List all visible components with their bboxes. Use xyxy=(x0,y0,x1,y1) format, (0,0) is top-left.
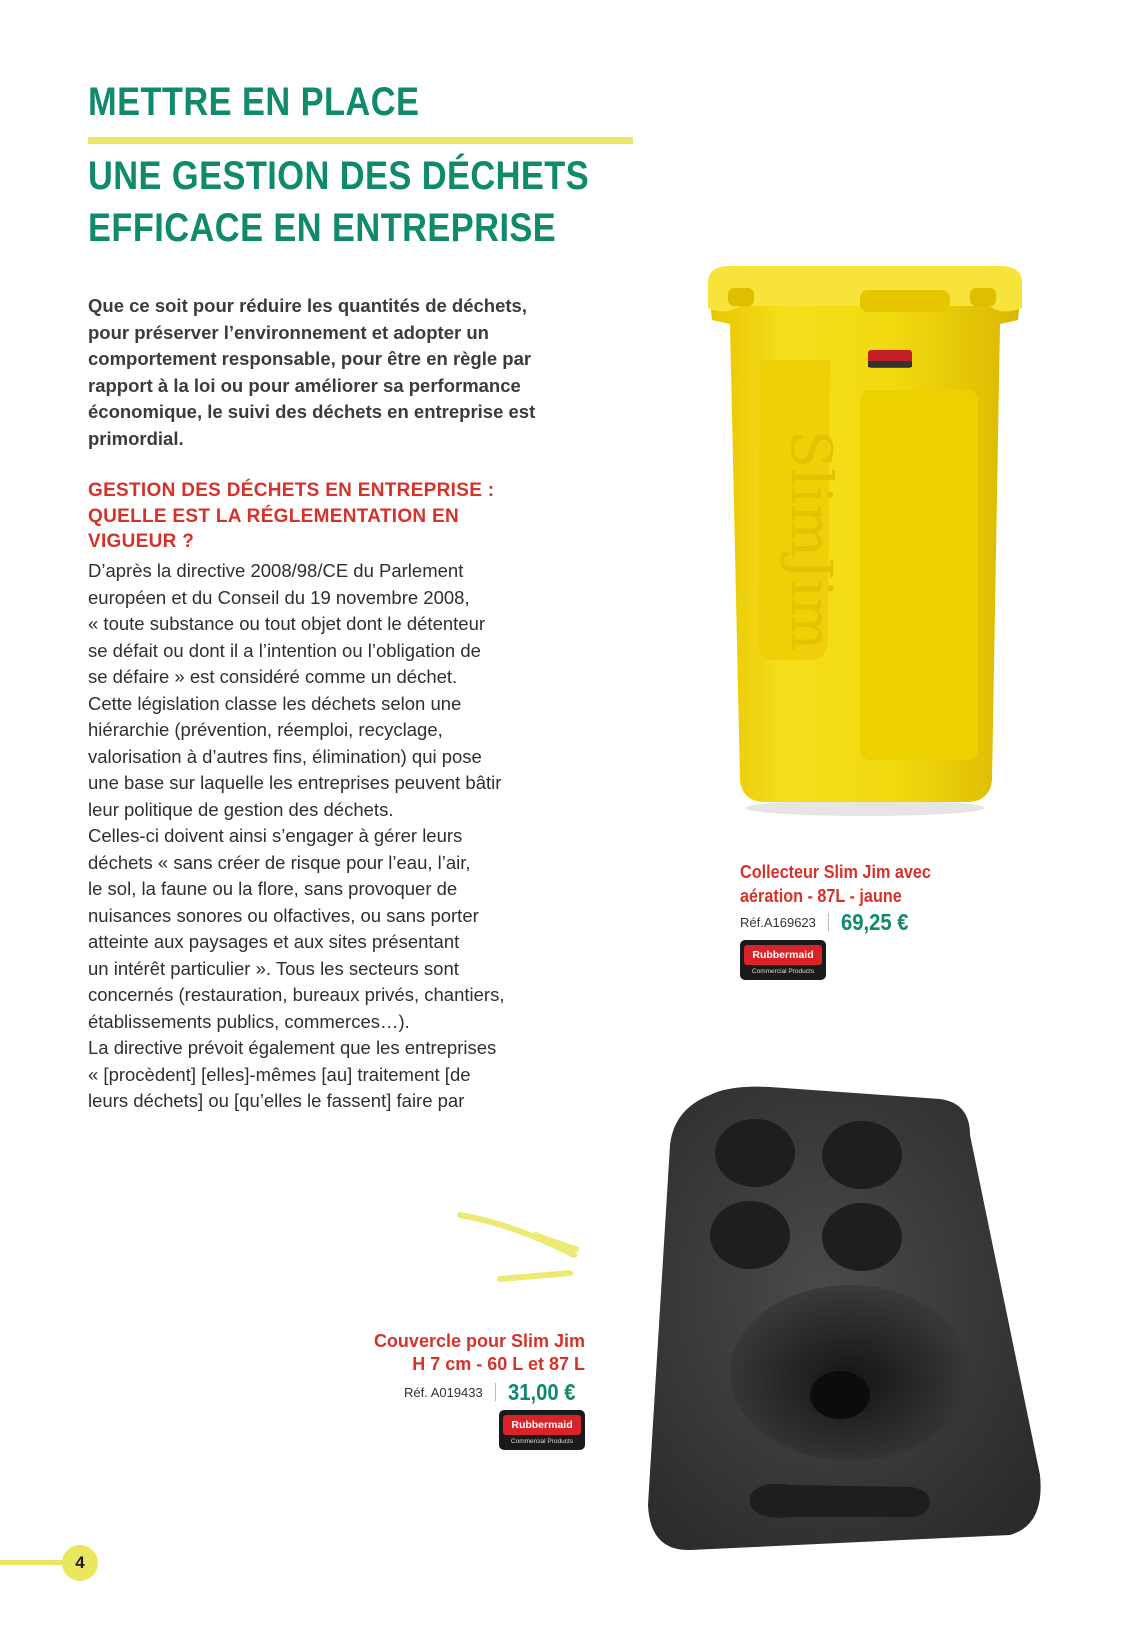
body-line: leur politique de gestion des déchets. xyxy=(88,798,394,820)
product-price: 31,00 € xyxy=(508,1378,576,1405)
body-line: hiérarchie (prévention, réemploi, recyclage, xyxy=(88,719,443,740)
product-ref: Réf. A019433 xyxy=(403,1384,483,1400)
product-title-line: aération - 87L - jaune xyxy=(740,886,902,906)
body-line: le sol, la faune ou la flore, sans provoquer de xyxy=(88,878,458,899)
product-title xyxy=(740,860,931,908)
body-line: leurs déchets] ou [qu’elles le fassent] faire par xyxy=(88,1090,465,1111)
svg-text:SlimJim: SlimJim xyxy=(778,430,843,651)
body-line: D’après la directive 2008/98/CE du Parlement xyxy=(88,560,464,581)
body-line: La directive prévoit également que les entreprises xyxy=(88,1037,497,1058)
page-title xyxy=(88,150,589,254)
product-title-line: Collecteur Slim Jim avec xyxy=(740,862,931,882)
section-heading-line: GESTION DES DÉCHETS EN ENTREPRISE : xyxy=(88,480,495,501)
product-ref-row xyxy=(404,1378,585,1406)
body-line: se défaire » est considéré comme un déchet. xyxy=(88,666,458,687)
brand-subtitle: Commercial Products xyxy=(510,1438,574,1445)
product-title-line: H 7 cm - 60 L et 87 L xyxy=(412,1354,585,1374)
body-line: « toute substance ou tout objet dont le détenteur xyxy=(88,613,486,634)
page-title-line: UNE GESTION DES DÉCHETS xyxy=(88,154,590,198)
body-line: valorisation à d’autres fins, élimination) qui pose xyxy=(88,745,482,767)
body-line: déchets « sans créer de risque pour l’eau, l’air, xyxy=(88,851,471,873)
section-heading-line: VIGUEUR ? xyxy=(88,531,195,552)
product-price: 69,25 € xyxy=(841,908,909,935)
page-title-line: EFFICACE EN ENTREPRISE xyxy=(88,206,557,250)
product-title xyxy=(374,1330,585,1376)
product-ref: Réf.A169623 xyxy=(740,914,816,930)
section-body xyxy=(88,558,558,1115)
decorative-swoosh xyxy=(456,1205,606,1285)
body-line: Celles-ci doivent ainsi s’engager à gérer leurs xyxy=(88,825,463,846)
brand-name: Rubbermaid xyxy=(503,1415,581,1435)
intro-paragraph: Que ce soit pour réduire les quantités de déchets, pour préserver l’environnement et adopter un comportement responsable, pour être en règle par rapport à la loi ou pour améliorer sa performance économique, le suivi des déchets en entreprise est primordial. xyxy=(88,295,536,449)
body-line: établissements publics, commerces…). xyxy=(88,1010,410,1032)
section-heading-line: QUELLE EST LA RÉGLEMENTATION EN xyxy=(88,505,460,527)
brand-subtitle: Commercial Products xyxy=(751,968,815,975)
section-heading xyxy=(88,478,548,555)
body-line: « [procèdent] [elles]-mêmes [au] traitement [de xyxy=(88,1063,471,1085)
section-kicker: METTRE EN PLACE xyxy=(88,80,420,124)
body-line: se défait ou dont il a l’intention ou l’obligation de xyxy=(88,639,481,661)
divider xyxy=(828,913,830,931)
rubbermaid-logo xyxy=(740,940,826,980)
yellow-bin-image xyxy=(700,260,1030,820)
body-line: Cette législation classe les déchets selon une xyxy=(88,692,462,714)
body-line: européen et du Conseil du 19 novembre 2008, xyxy=(88,586,470,608)
yellow-rule xyxy=(88,137,633,144)
body-line: un intérêt particulier ». Tous les secteurs sont xyxy=(88,957,459,979)
rubbermaid-logo xyxy=(499,1410,585,1450)
divider xyxy=(495,1383,497,1401)
footer-line xyxy=(0,1560,64,1565)
product-title-line: Couvercle pour Slim Jim xyxy=(373,1331,585,1351)
body-line: nuisances sonores ou olfactives, ou sans porter xyxy=(88,904,479,926)
brand-name: Rubbermaid xyxy=(744,945,822,965)
black-lid-image xyxy=(640,1085,1060,1555)
product-ref-row xyxy=(740,908,918,936)
body-line: concernés (restauration, bureaux privés, chantiers, xyxy=(88,984,505,1005)
body-line: une base sur laquelle les entreprises peuvent bâtir xyxy=(88,772,502,793)
body-line: atteinte aux paysages et aux sites présentant xyxy=(88,931,460,952)
page-number: 4 xyxy=(62,1545,98,1581)
